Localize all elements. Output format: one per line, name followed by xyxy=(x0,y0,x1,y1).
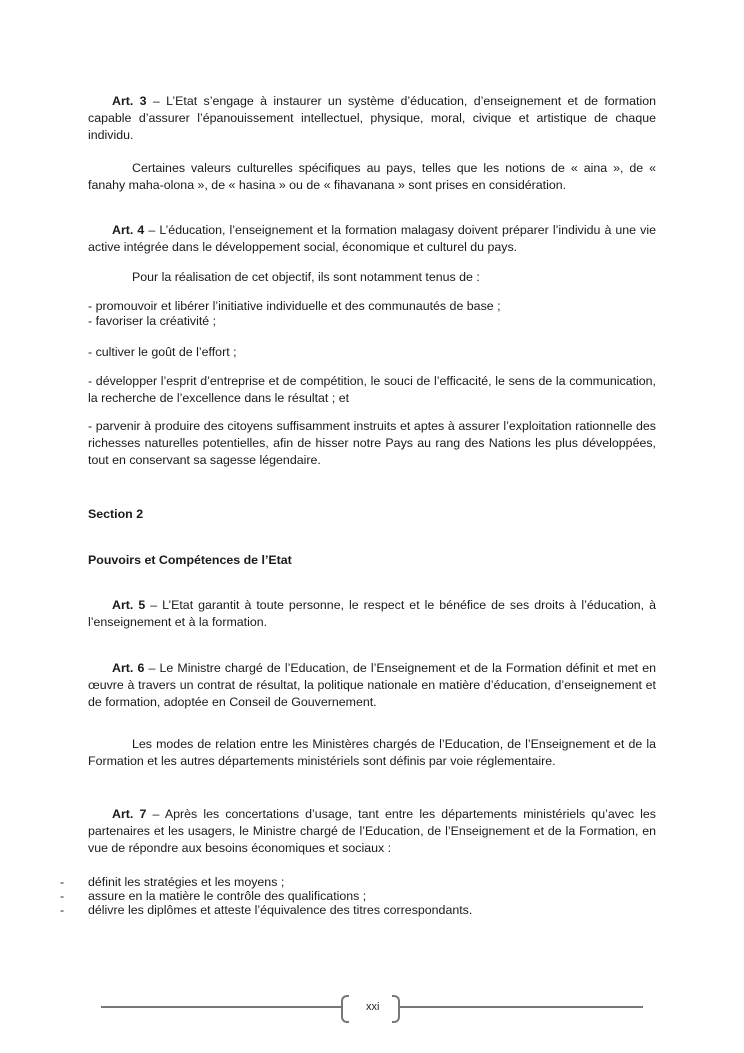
art3-paragraph-2: Certaines valeurs culturelles spécifiques au pays, telles que les notions de « aina », de « fanahy maha-olona », de « hasina » ou de « fihavanana » sont prises en considération. xyxy=(88,161,656,192)
bullet-item xyxy=(60,903,660,917)
bullet-item xyxy=(60,889,660,903)
footer-brace-left xyxy=(341,995,349,1023)
article-text: – L’Etat s’engage à instaurer un système d’éducation, d’enseignement et de formation capable d’assurer l’épanouissement intellectuel, physique, moral, civique et artistique de chaque individu. xyxy=(88,94,656,142)
article-text: – L’Etat garantit à toute personne, le respect et le bénéfice de ses droits à l’éducation, à l’enseignement et à la formation. xyxy=(88,598,656,629)
article-label: Art. 4 xyxy=(112,223,145,237)
art5-paragraph xyxy=(88,597,656,631)
bullet-text: assure en la matière le contrôle des qualifications ; xyxy=(88,889,367,903)
bullet-text: délivre les diplômes et atteste l’équivalence des titres correspondants. xyxy=(88,903,473,917)
list-item: - promouvoir et libérer l’initiative individuelle et des communautés de base ; xyxy=(88,299,501,313)
bullet-text: définit les stratégies et les moyens ; xyxy=(88,875,285,889)
article-text: – Le Ministre chargé de l’Education, de l’Enseignement et de la Formation définit et met en œuvre à travers un contrat de résultat, la politique nationale en matière d’éducation, d’enseignement et de formation, adoptée en Conseil de Gouvernement. xyxy=(88,661,656,709)
art7-bullet-list xyxy=(60,875,660,917)
dash: - xyxy=(60,889,65,903)
art3-paragraph xyxy=(88,93,656,144)
art6-paragraph-2: Les modes de relation entre les Ministères chargés de l’Education, de l’Enseignement et de la Formation et les autres départements ministériels sont définis par voie réglementaire. xyxy=(88,737,656,768)
page-number: xxi xyxy=(366,1001,380,1013)
list-item: - cultiver le goût de l’effort ; xyxy=(88,345,237,359)
dash: - xyxy=(60,903,65,917)
art7-paragraph xyxy=(88,806,656,857)
art4-paragraph xyxy=(88,222,656,256)
dash: - xyxy=(60,875,65,889)
article-label: Art. 6 xyxy=(112,661,145,675)
section-title: Pouvoirs et Compétences de l’Etat xyxy=(88,553,292,567)
list-item: - développer l’esprit d’entreprise et de compétition, le souci de l’efficacité, le sens de la communication, la recherche de l’excellence dans le résultat ; et xyxy=(88,374,656,405)
art6-paragraph xyxy=(88,660,656,711)
bullet-item xyxy=(60,875,660,889)
article-label: Art. 7 xyxy=(112,807,147,821)
art4-paragraph-2: Pour la réalisation de cet objectif, ils sont notamment tenus de : xyxy=(132,270,480,284)
footer-rule-left xyxy=(101,1006,341,1008)
footer-rule-right xyxy=(400,1006,643,1008)
article-label: Art. 3 xyxy=(112,94,147,108)
footer-brace-right xyxy=(392,995,400,1023)
article-text: – Après les concertations d’usage, tant entre les départements ministériels qu’avec les partenaires et les usagers, le Ministre chargé de l’Education, de l’Enseignement et de la Formation, en vue de répondre aux besoins économiques et sociaux : xyxy=(88,807,656,855)
section-number: Section 2 xyxy=(88,507,144,521)
list-item: - favoriser la créativité ; xyxy=(88,314,217,328)
list-item: - parvenir à produire des citoyens suffisamment instruits et aptes à assurer l’exploitation rationnelle des richesses naturelles potentielles, afin de hisser notre Pays au rang des Nations les plus développées, tout en conservant sa sagesse légendaire. xyxy=(88,419,656,467)
article-text: – L’éducation, l’enseignement et la formation malagasy doivent préparer l’individu à une vie active intégrée dans le développement social, économique et culturel du pays. xyxy=(88,223,656,254)
article-label: Art. 5 xyxy=(112,598,146,612)
